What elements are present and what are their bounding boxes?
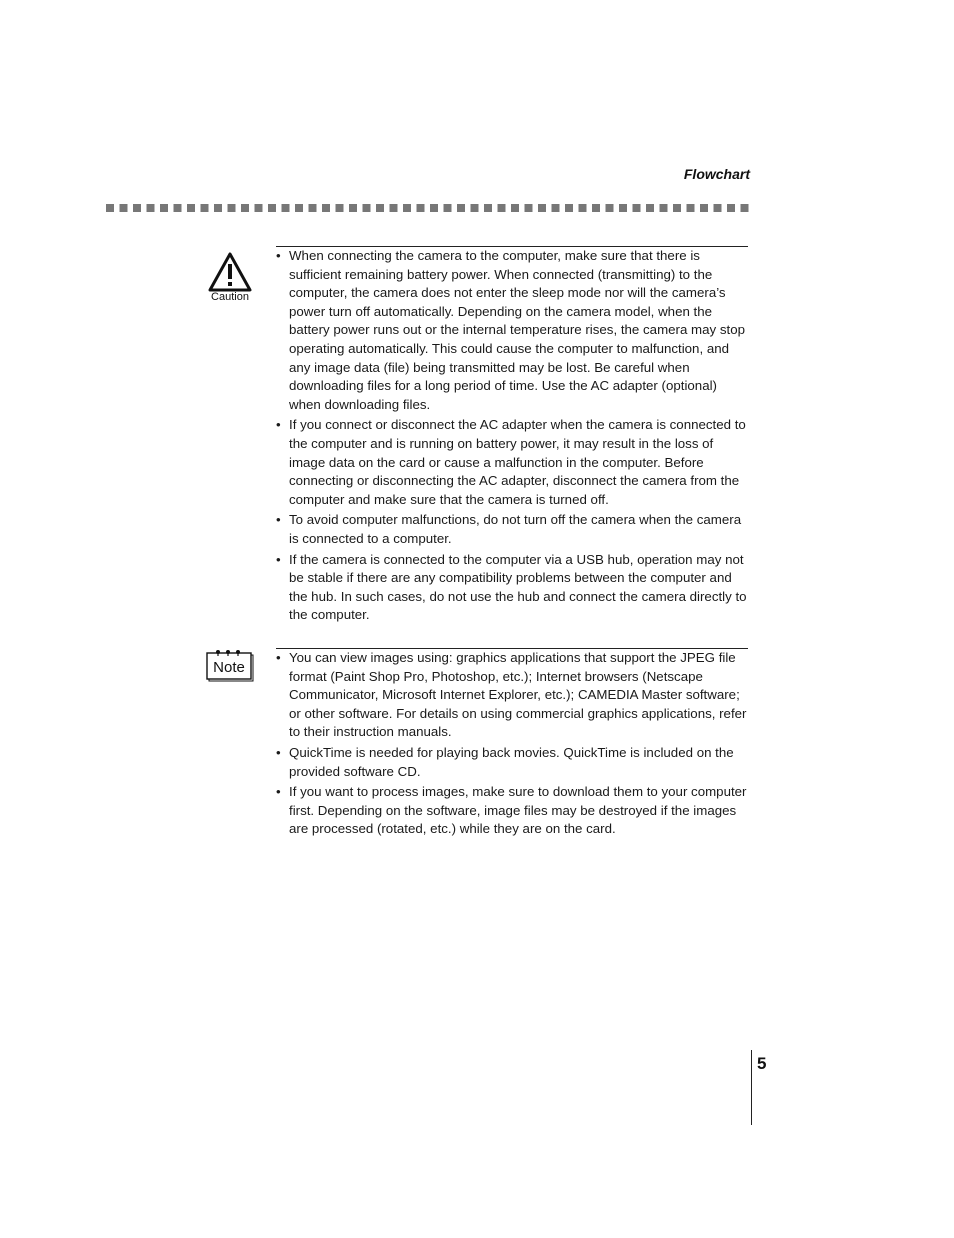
list-item: • QuickTime is needed for playing back movies. QuickTime is included on the provided software CD.	[276, 744, 734, 779]
page-number-rule	[751, 1050, 752, 1125]
note-block	[276, 648, 748, 841]
note-label: Note	[213, 659, 245, 676]
list-item: • When connecting the camera to the computer, make sure that there is sufficient remaining battery power. When connected (transmitting) to the computer, the camera does not enter the sleep mode nor will the camera’s power turn off automatically. Depending on the camera model, when the battery power runs out or the internal temperature rises, the camera may stop operating automatically. This could cause the computer to malfunction, and any image data (file) being transmitted may be lost. Be careful when downloading files for a long period of time. Use the AC adapter (optional) when downloading files.	[276, 248, 746, 412]
note-pad-icon	[206, 649, 256, 683]
list-item: • If the camera is connected to the computer via a USB hub, operation may not be stable if there are any compatibility problems between the computer and the hub. In such cases, do not use the hub and connect the camera directly to the computer.	[276, 551, 747, 623]
note-list	[276, 649, 748, 839]
caution-list	[276, 247, 748, 625]
list-item: • You can view images using: graphics applications that support the JPEG file format (Paint Shop Pro, Photoshop, etc.); Internet browsers (Netscape Communicator, Microsoft Internet Explorer, etc.); CAMEDIA Master software; or other software. For details on using commercial graphics applications, refer to their instruction manuals.	[276, 650, 747, 740]
list-item: • If you want to process images, make sure to download them to your computer first. Depending on the software, image files may be destroyed if the images are processed (rotated, etc.) while they are on the card.	[276, 784, 747, 837]
caution-block	[276, 246, 748, 627]
section-title: Flowchart	[683, 166, 750, 182]
caution-label: Caution	[211, 291, 249, 303]
header-dashed-rule	[106, 204, 754, 212]
list-item: • If you connect or disconnect the AC adapter when the camera is connected to the computer and is running on battery power, it may result in the loss of image data on the card or cause a malfunction in the computer. Before connecting or disconnecting the AC adapter, disconnect the camera from the computer and make sure that the camera is turned off.	[276, 417, 746, 507]
list-item: • To avoid computer malfunctions, do not turn off the camera when the camera is connected to a computer.	[276, 512, 742, 546]
page-number: 5	[757, 1054, 767, 1073]
